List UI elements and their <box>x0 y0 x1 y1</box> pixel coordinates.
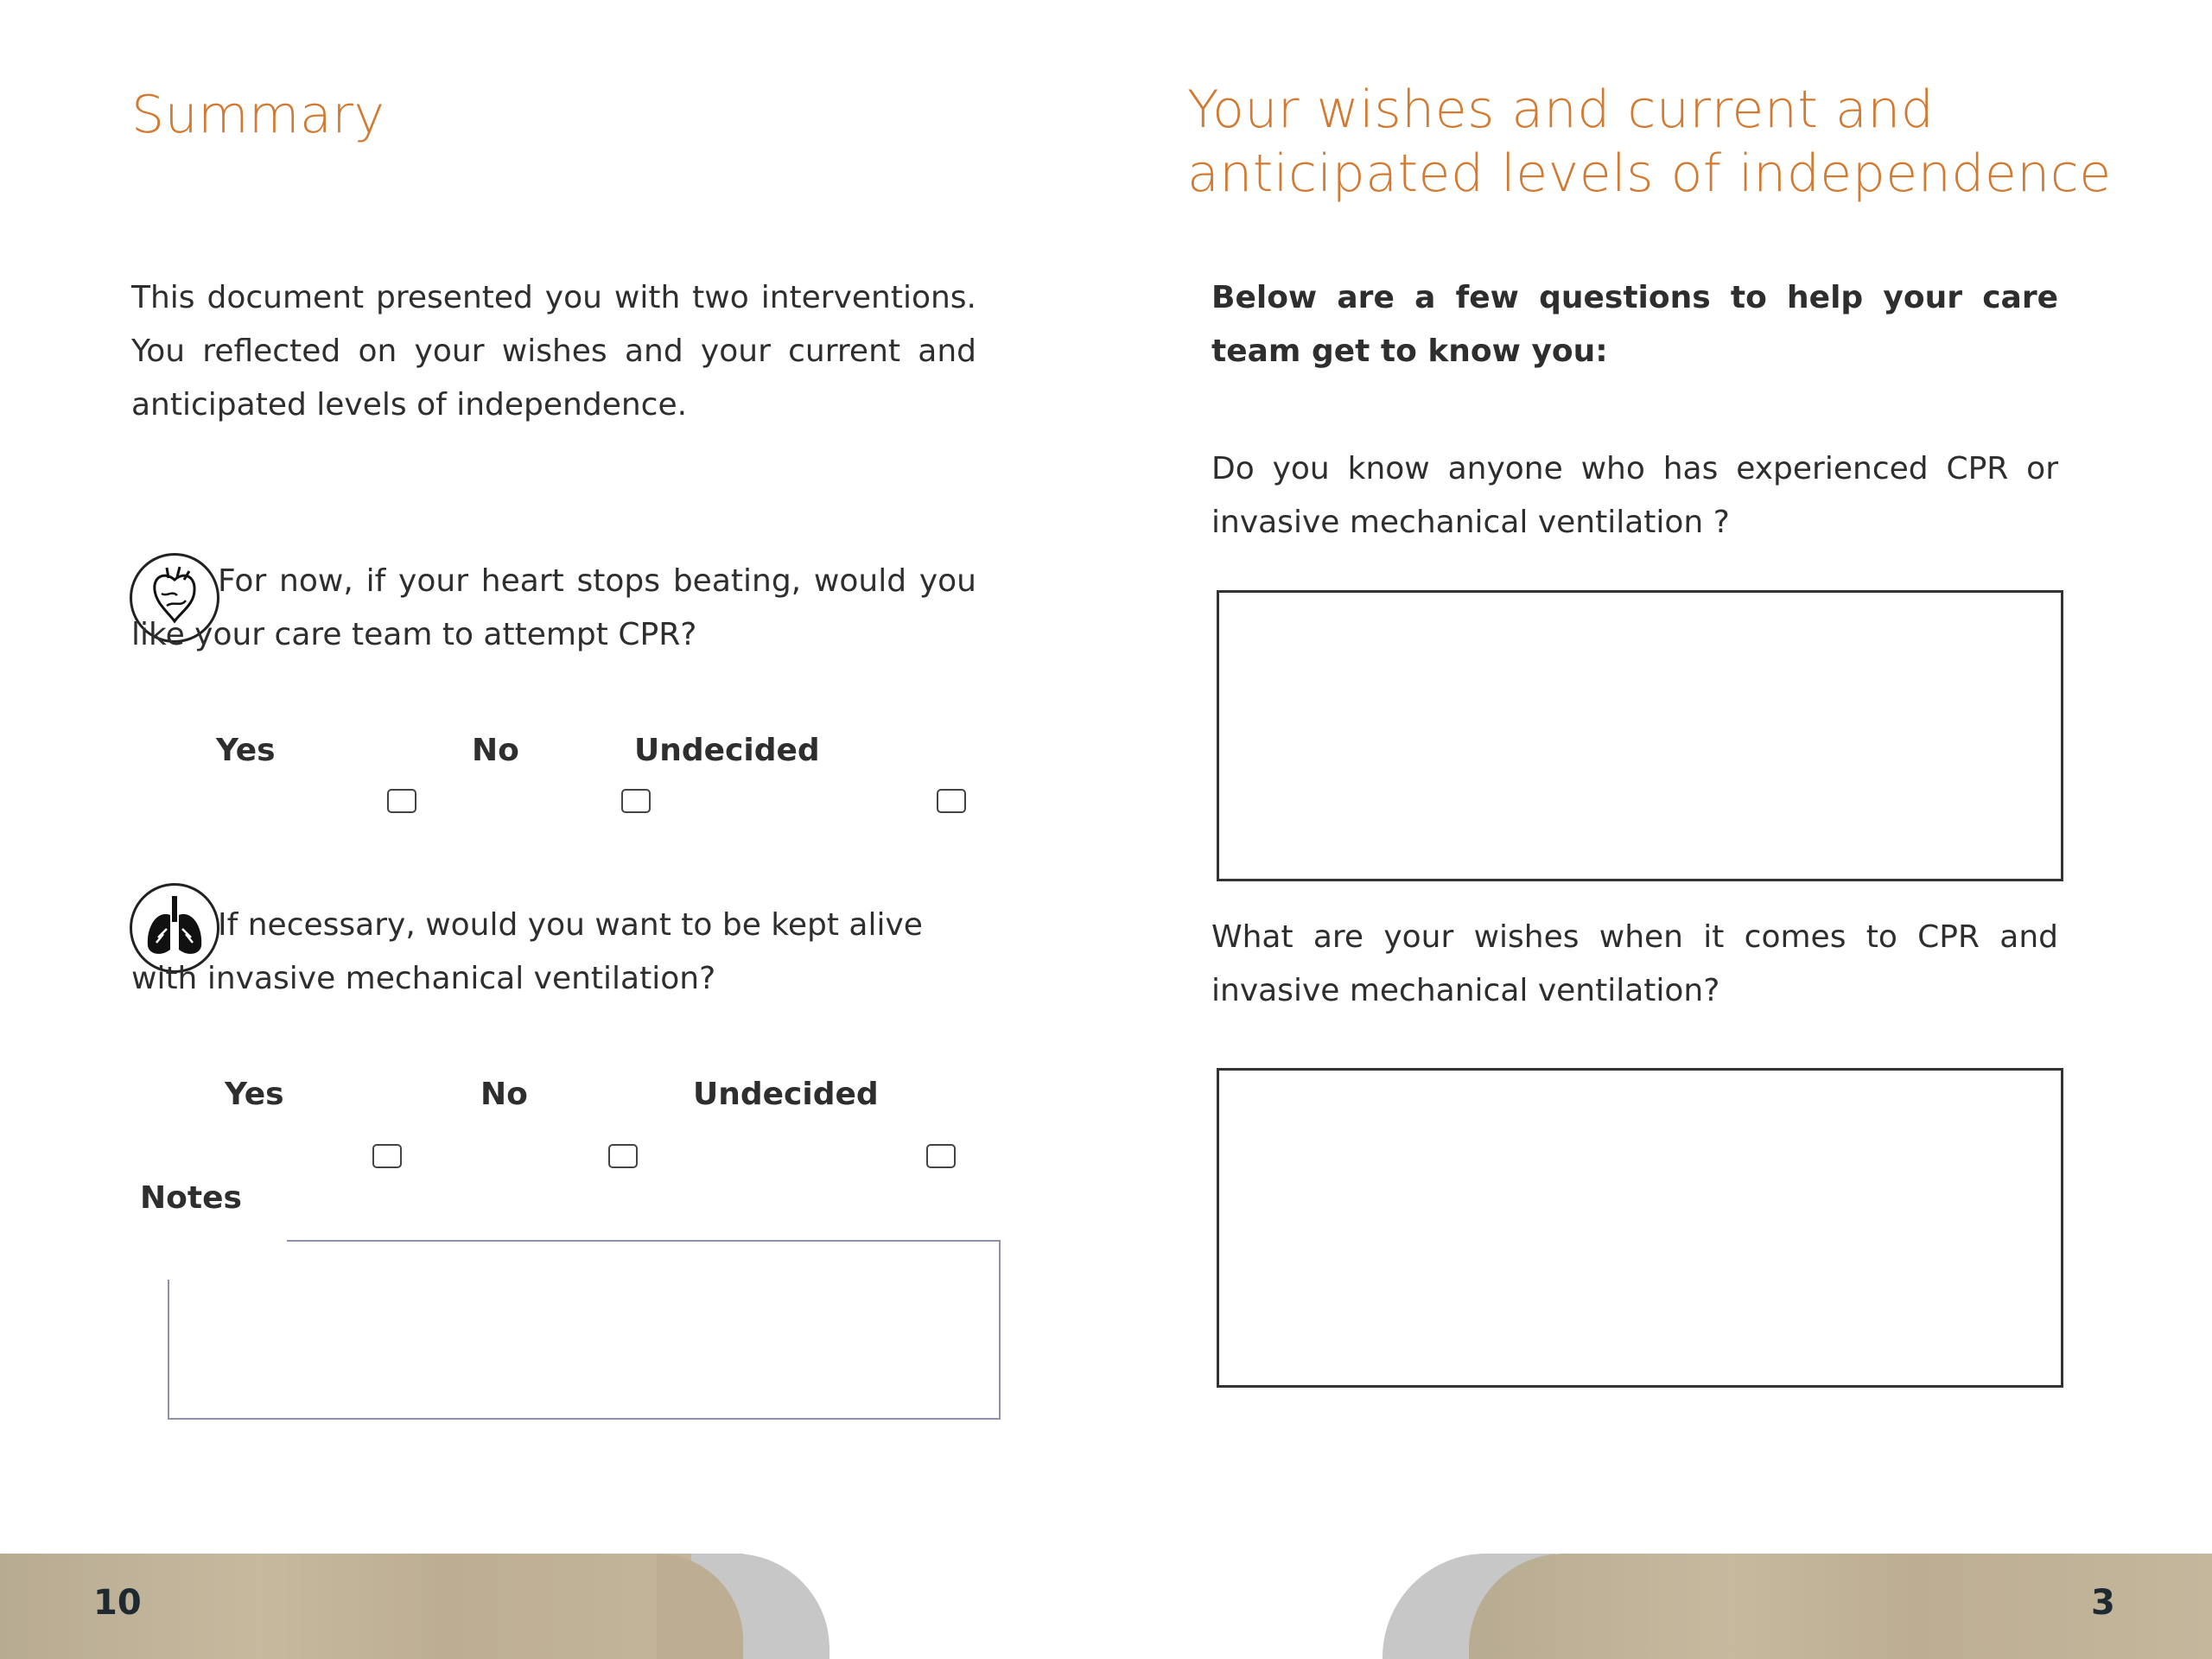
right-page-number: 3 <box>2091 1583 2115 1623</box>
right-question-1: Do you know anyone who has experienced CPR or invasive mechanical ventilation ? <box>1211 451 2058 540</box>
notes-box-top-border <box>287 1240 1001 1242</box>
ventilation-question: If necessary, would you want to be kept alive with invasive mechanical ventilation? <box>131 907 923 996</box>
ventilation-no-label: No <box>480 1077 528 1112</box>
ventilation-no-checkbox[interactable] <box>608 1144 638 1168</box>
answer-box-2[interactable] <box>1217 1068 2063 1388</box>
right-title-line-1: Your wishes and current and <box>1187 79 1935 140</box>
right-title-line-2: anticipated levels of independence <box>1187 143 2112 204</box>
ventilation-undecided-label: Undecided <box>693 1077 879 1112</box>
answer-box-1[interactable] <box>1217 590 2063 881</box>
ventilation-yes-checkbox[interactable] <box>372 1144 402 1168</box>
cpr-undecided-label: Undecided <box>634 733 820 768</box>
cpr-yes-label: Yes <box>216 733 276 768</box>
cpr-question: For now, if your heart stops beating, would you like your care team to attempt CPR? <box>131 563 976 652</box>
notes-box[interactable] <box>168 1240 1001 1420</box>
right-page-title <box>1187 78 2112 206</box>
summary-intro: This document presented you with two interventions. You reflected on your wishes and your current and anticipated levels of independence. <box>131 280 976 423</box>
right-intro: Below are a few questions to help your care team get to know you: <box>1211 280 2058 369</box>
right-question-2: What are your wishes when it comes to CPR and invasive mechanical ventilation? <box>1211 919 2058 1008</box>
cpr-no-checkbox[interactable] <box>621 789 651 813</box>
ventilation-undecided-checkbox[interactable] <box>926 1144 956 1168</box>
left-page-number: 10 <box>93 1583 142 1623</box>
cpr-no-label: No <box>472 733 519 768</box>
left-page-title: Summary <box>131 85 385 145</box>
cpr-yes-checkbox[interactable] <box>387 789 416 813</box>
notes-label: Notes <box>140 1180 242 1216</box>
ventilation-yes-label: Yes <box>225 1077 284 1112</box>
notes-box-left-border <box>168 1280 169 1420</box>
cpr-undecided-checkbox[interactable] <box>937 789 966 813</box>
